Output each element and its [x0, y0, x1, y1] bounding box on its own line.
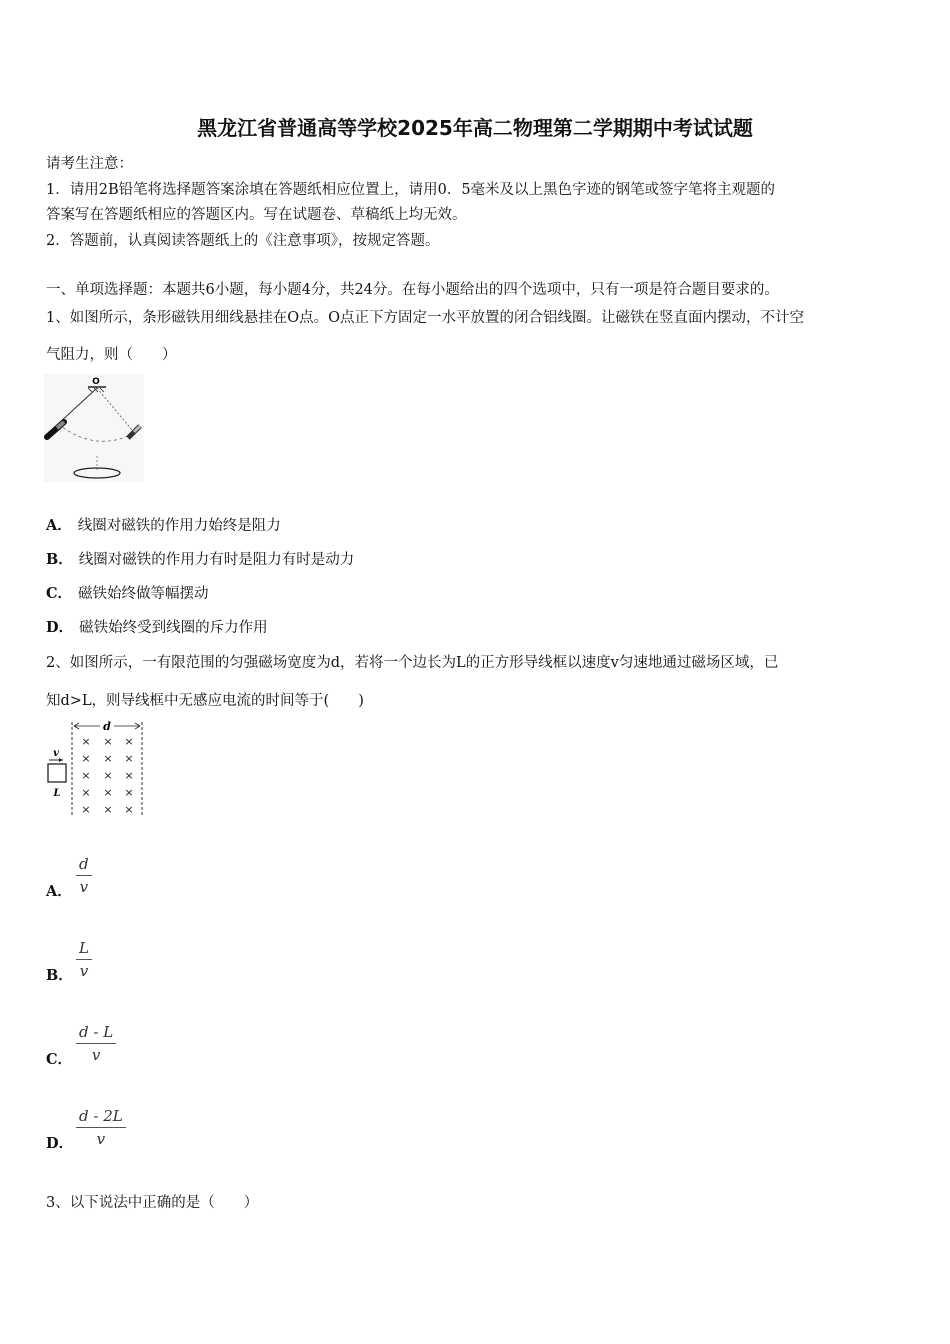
cross-mark: ×	[103, 752, 113, 765]
q1-option-a-key: A．	[46, 517, 72, 534]
q2-width-label-d: d	[103, 720, 111, 733]
cross-mark: ×	[124, 786, 134, 799]
q1-option-b-key: B．	[46, 551, 73, 568]
q1-option-d-text: 磁铁始终受到线圈的斥力作用	[79, 620, 268, 636]
q1-option-a[interactable]	[46, 514, 281, 535]
q2-option-d[interactable]	[46, 1132, 79, 1153]
page-title: 黑龙江省普通高等学校2025年高二物理第二学期期中考试试题	[197, 116, 753, 140]
q1-option-d[interactable]	[46, 616, 268, 637]
q2-option-d-fraction	[76, 1107, 126, 1148]
fraction-denominator: v	[96, 1130, 106, 1148]
notice-line-1b: 答案写在答题纸相应的答题区内。写在试题卷、草稿纸上均无效。	[46, 207, 467, 223]
q1-option-b[interactable]	[46, 548, 354, 569]
cross-mark: ×	[124, 752, 134, 765]
cross-mark: ×	[81, 735, 91, 748]
q2-option-c-key: C．	[46, 1051, 73, 1068]
square-loop	[48, 764, 66, 782]
cross-mark: ×	[103, 769, 113, 782]
q2-option-b-key: B．	[46, 967, 73, 984]
q1-option-c-text: 磁铁始终做等幅摆动	[78, 586, 209, 602]
notice-line-1: 1．请用2B铅笔将选择题答案涂填在答题纸相应位置上，请用0．5毫米及以上黑色字迹的钢笔或签字笔将主观题的	[46, 182, 776, 198]
fraction-denominator: v	[91, 1046, 101, 1064]
cross-mark: ×	[81, 752, 91, 765]
q1-point-o-label: O	[92, 377, 100, 387]
q1-pendulum-figure	[44, 374, 144, 482]
section-heading: 一、单项选择题：本题共6小题，每小题4分，共24分。在每小题给出的四个选项中，只有一项是符合题目要求的。	[46, 282, 779, 298]
fraction-numerator: d	[76, 855, 92, 876]
q1-option-a-text: 线圈对磁铁的作用力始终是阻力	[77, 518, 281, 534]
fraction-denominator: v	[79, 962, 89, 980]
q1-option-b-text: 线圈对磁铁的作用力有时是阻力有时是动力	[78, 552, 355, 568]
cross-mark: ×	[81, 769, 91, 782]
q2-magnetic-field-figure	[44, 716, 148, 818]
q2-option-c-fraction	[76, 1023, 116, 1064]
q2-option-d-key: D．	[46, 1135, 74, 1152]
fraction-denominator: v	[79, 878, 89, 896]
q2-side-label: L	[53, 788, 61, 799]
notice-heading: 请考生注意：	[46, 156, 133, 172]
cross-mark: ×	[124, 803, 134, 816]
cross-mark: ×	[103, 735, 113, 748]
cross-mark: ×	[103, 803, 113, 816]
q2-option-b-fraction	[76, 939, 92, 980]
q2-option-a-key: A．	[46, 883, 72, 900]
cross-mark: ×	[81, 786, 91, 799]
q1-option-d-key: D．	[46, 619, 74, 636]
q2-option-b[interactable]	[46, 964, 79, 985]
q1-option-c-key: C．	[46, 585, 73, 602]
q1-option-c[interactable]	[46, 582, 209, 603]
cross-mark: ×	[81, 803, 91, 816]
q2-option-a[interactable]	[46, 880, 78, 901]
q1-stem-line-1: 1、如图所示，条形磁铁用细线悬挂在O点。O点正下方固定一水平放置的闭合铝线圈。让磁铁在竖直面内摆动，不计空	[46, 310, 804, 326]
fraction-numerator: d - L	[76, 1023, 116, 1044]
fraction-numerator: d - 2L	[76, 1107, 126, 1128]
q2-stem-line-2: 知d>L，则导线框中无感应电流的时间等于( )	[46, 693, 364, 709]
cross-mark: ×	[103, 786, 113, 799]
q2-option-c[interactable]	[46, 1048, 78, 1069]
notice-line-2: 2．答题前，认真阅读答题纸上的《注意事项》，按规定答题。	[46, 233, 440, 249]
cross-mark: ×	[124, 735, 134, 748]
q2-velocity-label: v	[53, 748, 59, 759]
fraction-numerator: L	[76, 939, 92, 960]
q3-stem: 3、以下说法中正确的是（ ）	[46, 1195, 259, 1211]
q2-option-a-fraction	[76, 855, 92, 896]
cross-mark: ×	[124, 769, 134, 782]
q1-stem-line-2: 气阻力，则（ ）	[46, 347, 177, 363]
q2-stem-line-1: 2、如图所示，一有限范围的匀强磁场宽度为d，若将一个边长为L的正方形导线框以速度v匀速地通过磁场区域，已	[46, 655, 779, 671]
